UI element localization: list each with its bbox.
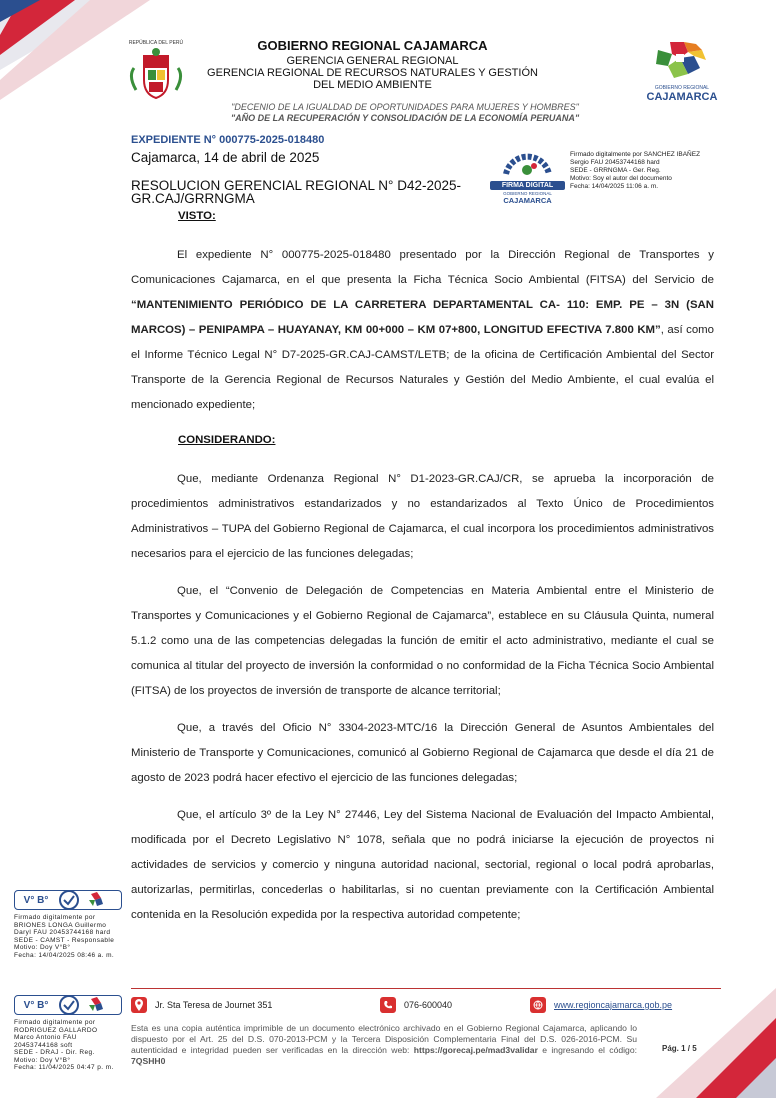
location-pin-icon	[131, 997, 147, 1013]
signature-line: SEDE - GRRNGMA - Ger. Reg.	[570, 167, 661, 174]
validation-url[interactable]: https://gorecaj.pe/mad3validar	[413, 1045, 538, 1055]
signature-line: Motivo: Soy el autor del documento	[570, 175, 672, 182]
firma-digital-label: FIRMA DIGITAL	[490, 181, 565, 190]
firma-digital-stamp	[490, 150, 565, 205]
globe-icon	[530, 997, 546, 1013]
vb-line: Marco Antonio FAU	[14, 1034, 77, 1041]
section-visto: VISTO:	[178, 210, 216, 222]
paragraph-3	[131, 579, 714, 704]
header-subtitle	[200, 55, 545, 91]
paragraph-text: Que, el artículo 3º de la Ley N° 27446, Ley del Sistema Nacional de Evaluación del Impacto Ambiental, modificada por el Decreto Legislativo N° 1078, señala que no podrá iniciarse la ejecución de proyectos ni actividades de servicios y comercio y ninguna autoridad nacional, sectorial, regional o local podrá aprobarlas, autorizarlas, permitirlas, concederlas o habilitarlas, si no cuentan previamente con la Certificación Ambiental contenida en la Resolución expedida por la respectiva autoridad competente;	[131, 809, 714, 921]
seal-caption: REPÚBLICA DEL PERÚ	[128, 40, 184, 46]
paragraph-2	[131, 467, 714, 567]
vb-text	[14, 914, 126, 959]
paragraph-5	[131, 803, 714, 928]
project-name: “MANTENIMIENTO PERIÓDICO DE LA CARRETERA DEPARTAMENTAL CA- 110: EMP. PE – 3N (SAN MARCOS) – PENIPAMPA – HUAYANAY, KM 00+000 – KM 07+800, LONGITUD EFECTIVA 7.800 KM”	[131, 299, 714, 336]
paragraph-text: , así como el Informe Técnico Legal N° D7-2025-GR.CAJ-CAMST/LETB; de la oficina de Certificación Ambiental del Sector Transporte de la Gerencia Regional de Recursos Naturales y Gestión del Medio Ambiente, el cual evalúa el mencionado expediente;	[131, 324, 714, 411]
page-number: Pág. 1 / 5	[662, 1044, 697, 1053]
footer-phone	[380, 997, 452, 1013]
vb-line: Firmado digitalmente por	[14, 914, 96, 921]
resolution-title: RESOLUCION GERENCIAL REGIONAL N° D42-2025-GR.CAJ/GRRNGMA	[131, 178, 461, 206]
firma-sub2: CAJAMARCA	[503, 196, 552, 205]
phone-icon	[380, 997, 396, 1013]
vb-line: Fecha: 14/04/2025 08:46 a. m.	[14, 951, 115, 959]
vb-badge	[14, 995, 122, 1015]
section-considerando: CONSIDERANDO:	[178, 434, 276, 446]
footer-divider	[131, 988, 721, 989]
peru-seal-logo	[126, 40, 186, 104]
vb-line: Firmado digitalmente por	[14, 1019, 96, 1026]
vb-line: BRIONES LONGA Guillermo	[14, 921, 107, 929]
website-link[interactable]: www.regioncajamarca.gob.pe	[554, 1000, 673, 1010]
gear-icon	[490, 150, 565, 176]
vb-line: 20453744168 soft	[14, 1041, 73, 1049]
logo-small-text: GOBIERNO REGIONAL	[654, 85, 710, 91]
paragraph-4	[131, 716, 714, 791]
check-icon	[57, 890, 81, 910]
region-logo-icon	[81, 890, 111, 910]
vb-line: SEDE - CAMST - Responsable	[14, 936, 115, 944]
shield-icon	[126, 46, 186, 102]
vb-line: SEDE - DRAJ - Dir. Reg.	[14, 1049, 95, 1056]
note-text: Esta es una copia auténtica imprimible de un documento electrónico archivado en el Gobierno Regional Cajamarca, aplicando lo dispuesto por el Art. 25 del D.S. 070-2013-PCM y la Tercera Disposición Complementaria Final del D.S. 026-2016-PCM. Su autenticidad e integridad pueden ser verificadas en la dirección web:	[131, 1023, 637, 1055]
signature-line: Fecha: 14/04/2025 11:06 a. m.	[570, 183, 659, 190]
check-icon	[57, 995, 81, 1015]
vb-line: Fecha: 11/04/2025 04:47 p. m.	[14, 1064, 114, 1071]
paragraph-text: El expediente N° 000775-2025-018480 presentado por la Dirección Regional de Transportes y Comunicaciones Cajamarca, en el que presenta la Ficha Técnica Socio Ambiental (FITSA) del Servicio de	[131, 249, 714, 286]
paragraph-visto	[131, 243, 714, 418]
logo-big-text: CAJAMARCA	[646, 91, 718, 103]
phone-text: 076-600040	[404, 1000, 453, 1010]
authenticity-note	[131, 1023, 637, 1067]
footer-address	[131, 997, 272, 1013]
vb-stamp-2	[14, 995, 126, 1072]
anio-text: "AÑO DE LA RECUPERACIÓN Y CONSOLIDACIÓN DE LA ECONOMÍA PERUANA"	[230, 113, 580, 123]
vb-line: Motivo: Doy V°B°	[14, 944, 71, 951]
expediente-number: EXPEDIENTE N° 000775-2025-018480	[131, 134, 325, 146]
signature-info	[570, 151, 730, 191]
vb-text	[14, 1019, 126, 1072]
gerencia-regional: GERENCIA REGIONAL DE RECURSOS NATURALES Y GESTIÓN DEL MEDIO AMBIENTE	[207, 67, 538, 91]
vb-line: RODRIGUEZ GALLARDO	[14, 1026, 98, 1034]
vb-stamp-1	[14, 890, 126, 959]
decenio-block	[180, 102, 630, 124]
paragraph-text: Que, mediante Ordenanza Regional N° D1-2023-GR.CAJ/CR, se aprueba la incorporación de procedimientos administrativos estandarizados y no estandarizados al Texto Único de Procedimientos Administrativos – TUPA del Gobierno Regional de Cajamarca, el cual incorpora los procedimientos administrativos necesarios para el ejercicio de las funciones delegadas;	[131, 473, 714, 560]
footer-web	[530, 997, 672, 1013]
vb-label: V° B°	[23, 894, 49, 906]
decenio-text: "DECENIO DE LA IGUALDAD DE OPORTUNIDADES PARA MUJERES Y HOMBRES"	[231, 102, 579, 112]
paragraph-text: Que, el “Convenio de Delegación de Competencias en Materia Ambiental entre el Ministerio de Transportes y Comunicaciones y el Gobierno Regional de Cajamarca”, establece en su Cláusula Quinta, numeral 5.1.2 como una de las competencias delegadas la función de emitir el acto administrativo, mediante el cual se comunica al titular del proyecto de inversión la conformidad o no conformidad de la Ficha Técnica Socio Ambiental (FITSA) de los proyectos de inversión de transporte de alcance territorial;	[131, 585, 714, 697]
gerencia-general: GERENCIA GENERAL REGIONAL	[286, 55, 459, 67]
signature-line: Firmado digitalmente por SANCHEZ IBAÑEZ	[570, 151, 701, 158]
org-title: GOBIERNO REGIONAL CAJAMARCA	[257, 38, 488, 53]
cajamarca-map-icon	[644, 40, 720, 80]
vb-line: Motivo: Doy V°B°	[14, 1056, 71, 1064]
validation-code: 7QSHH0	[131, 1056, 166, 1066]
firma-sub1: GOBIERNO REGIONAL	[503, 191, 552, 196]
vb-line: Daryl FAU 20453744168 hard	[14, 929, 111, 936]
cajamarca-logo	[644, 40, 720, 102]
vb-badge	[14, 890, 122, 910]
signature-line: Sergio FAU 20453744168 hard	[570, 159, 660, 166]
document-date: Cajamarca, 14 de abril de 2025	[131, 150, 320, 165]
paragraph-text: Que, a través del Oficio N° 3304-2023-MTC/16 la Dirección General de Asuntos Ambientales del Ministerio de Transporte y Comunicaciones, comunicó al Gobierno Regional de Cajamarca que desde el día 21 de agosto de 2023 podrá hacer efectivo el ejercicio de las funciones delegadas;	[131, 722, 714, 784]
region-logo-icon	[81, 995, 111, 1015]
address-text: Jr. Sta Teresa de Journet 351	[155, 1000, 273, 1010]
vb-label: V° B°	[23, 999, 49, 1011]
note-text: e ingresando el código:	[537, 1045, 637, 1055]
